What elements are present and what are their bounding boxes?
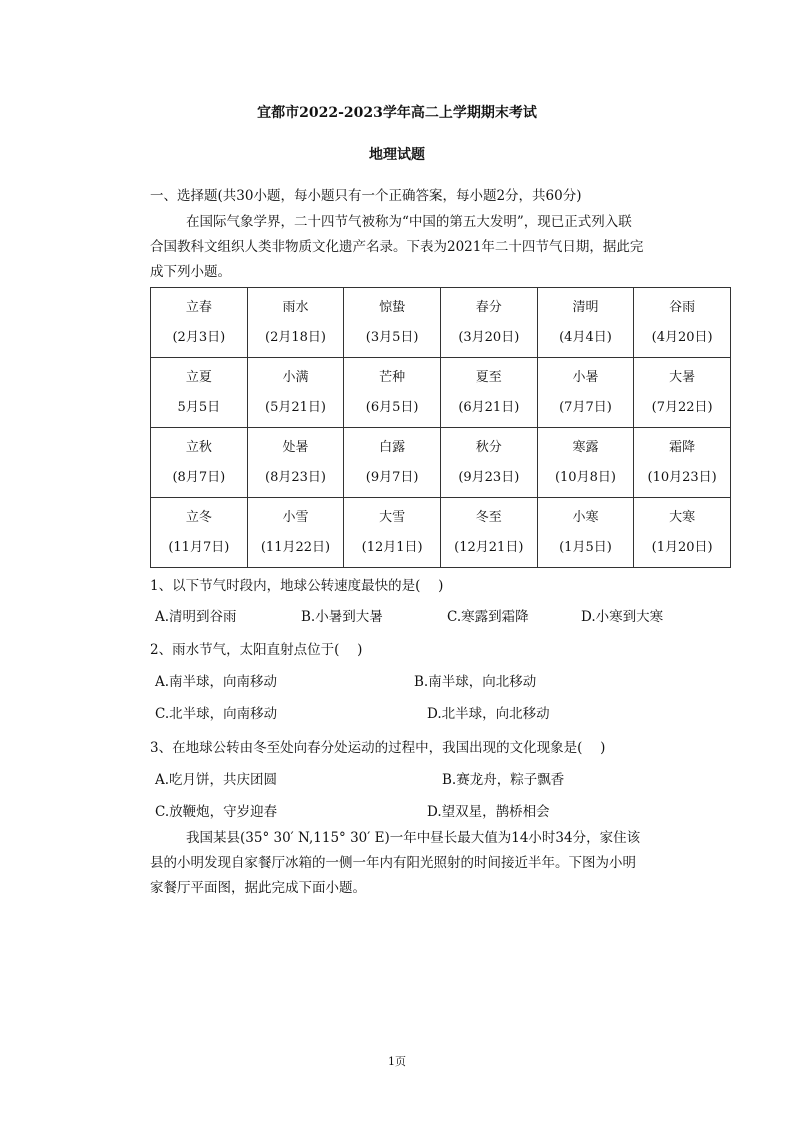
solar-term-name: 白露 [379,439,406,455]
solar-term-cell [247,498,344,568]
solar-term-date: (8月23日) [265,469,326,485]
question-3-stem: 3、在地球公转由冬至处向春分处运动的过程中，我国出现的文化现象是( ) [150,740,606,756]
solar-term-name: 立夏 [185,369,212,385]
solar-terms-table [150,287,731,568]
solar-term-name: 小雪 [282,509,309,525]
question-1-option-a: A.清明到谷雨 [155,609,237,625]
solar-term-cell [537,358,634,428]
solar-term-date: (11月22日) [260,539,331,555]
solar-term-cell [247,428,344,498]
solar-term-cell [634,428,731,498]
solar-term-name: 霜降 [669,439,696,455]
solar-term-cell [634,498,731,568]
question-3-option-d: D.望双星，鹊桥相会 [427,804,550,820]
solar-term-date: (9月7日) [365,469,419,485]
solar-term-name: 冬至 [475,509,502,525]
solar-term-name: 春分 [475,299,502,315]
question-2-option-c: C.北半球，向南移动 [155,706,278,722]
solar-term-date: (11月7日) [168,539,230,555]
question-3-option-c: C.放鞭炮，守岁迎春 [155,804,278,820]
table-row [151,358,731,428]
question-3-option-b: B.赛龙舟，粽子飘香 [442,772,565,788]
table-row [151,428,731,498]
solar-term-cell [151,288,248,358]
solar-term-name: 大暑 [669,369,696,385]
solar-term-name: 惊蛰 [379,299,406,315]
solar-term-cell [634,358,731,428]
solar-term-cell [247,288,344,358]
question-2-option-a: A.南半球，向南移动 [155,674,278,690]
solar-term-cell [344,358,441,428]
solar-term-name: 立春 [185,299,212,315]
solar-term-date: (6月5日) [365,399,419,415]
solar-term-cell [247,358,344,428]
page-subtitle: 地理试题 [369,147,425,163]
solar-term-date: (10月8日) [554,469,616,485]
solar-term-date: 5月5日 [177,399,221,415]
solar-term-date: (2月18日) [265,329,326,345]
solar-term-name: 处暑 [282,439,309,455]
intro-paragraph: 在国际气象学界，二十四节气被称为“中国的第五大发明”，现已正式列入联合国教科文组织人类非物质文化遗产名录。下表为2021年二十四节气日期，据此完成下列小题。 [150,214,644,280]
solar-term-name: 小满 [282,369,309,385]
solar-term-date: (1月5日) [559,539,612,555]
solar-term-name: 小寒 [572,509,599,525]
solar-term-name: 大寒 [669,509,696,525]
solar-term-cell [634,288,731,358]
solar-term-date: (12月21日) [454,539,524,555]
section-heading: 一、选择题(共30小题，每小题只有一个正确答案，每小题2分，共60分) [150,188,582,204]
solar-term-name: 立冬 [185,509,212,525]
solar-term-cell [151,498,248,568]
solar-term-cell [537,288,634,358]
solar-term-cell [537,428,634,498]
solar-term-cell [344,288,441,358]
question-1-option-c: C.寒露到霜降 [447,609,529,625]
solar-term-name: 清明 [572,299,599,315]
solar-term-name: 大雪 [379,509,406,525]
solar-term-date: (3月20日) [458,329,520,345]
solar-term-date: (8月7日) [172,469,226,485]
passage-2-paragraph: 我国某县(35° 30′ N,115° 30′ E)一年中昼长最大值为14小时34分，家住该县的小明发现自家餐厅冰箱的一侧一年内有阳光照射的时间接近半年。下图为小明家餐厅平面图，据此完成下面小题。 [150,830,641,896]
solar-term-date: (6月21日) [458,399,520,415]
solar-term-cell [440,428,537,498]
solar-term-date: (7月7日) [559,399,612,415]
solar-term-date: (3月5日) [365,329,419,345]
solar-term-date: (2月3日) [172,329,226,345]
page-title: 宜都市2022-2023学年高二上学期期末考试 [257,105,537,121]
question-1-option-b: B.小暑到大暑 [301,609,383,625]
solar-term-date: (1月20日) [651,539,713,555]
table-row [151,498,731,568]
solar-term-date: (4月4日) [559,329,612,345]
question-3-option-a: A.吃月饼，共庆团圆 [155,772,278,788]
solar-term-date: (7月22日) [651,399,713,415]
solar-term-name: 秋分 [475,439,502,455]
solar-term-name: 立秋 [185,439,212,455]
solar-term-date: (4月20日) [651,329,713,345]
solar-term-date: (12月1日) [361,539,423,555]
solar-term-name: 夏至 [475,369,502,385]
solar-term-name: 小暑 [572,369,599,385]
solar-term-date: (10月23日) [647,469,717,485]
question-1-option-d: D.小寒到大寒 [581,609,664,625]
solar-term-cell [151,428,248,498]
solar-term-cell [440,288,537,358]
solar-term-date: (9月23日) [458,469,520,485]
question-2-stem: 2、雨水节气，太阳直射点位于( ) [150,642,363,658]
page-number: 1页 [388,1055,406,1068]
solar-term-cell [344,428,441,498]
question-2-option-d: D.北半球，向北移动 [427,706,550,722]
question-2-option-b: B.南半球，向北移动 [414,674,537,690]
solar-term-cell [440,358,537,428]
solar-term-cell [151,358,248,428]
solar-term-cell [344,498,441,568]
solar-term-name: 芒种 [379,369,406,385]
solar-term-name: 谷雨 [669,299,696,315]
table-row [151,288,731,358]
question-1-stem: 1、以下节气时段内，地球公转速度最快的是( ) [150,578,444,594]
solar-term-date: (5月21日) [265,399,326,415]
solar-term-cell [440,498,537,568]
solar-term-name: 雨水 [282,299,309,315]
solar-term-cell [537,498,634,568]
solar-term-name: 寒露 [572,439,599,455]
